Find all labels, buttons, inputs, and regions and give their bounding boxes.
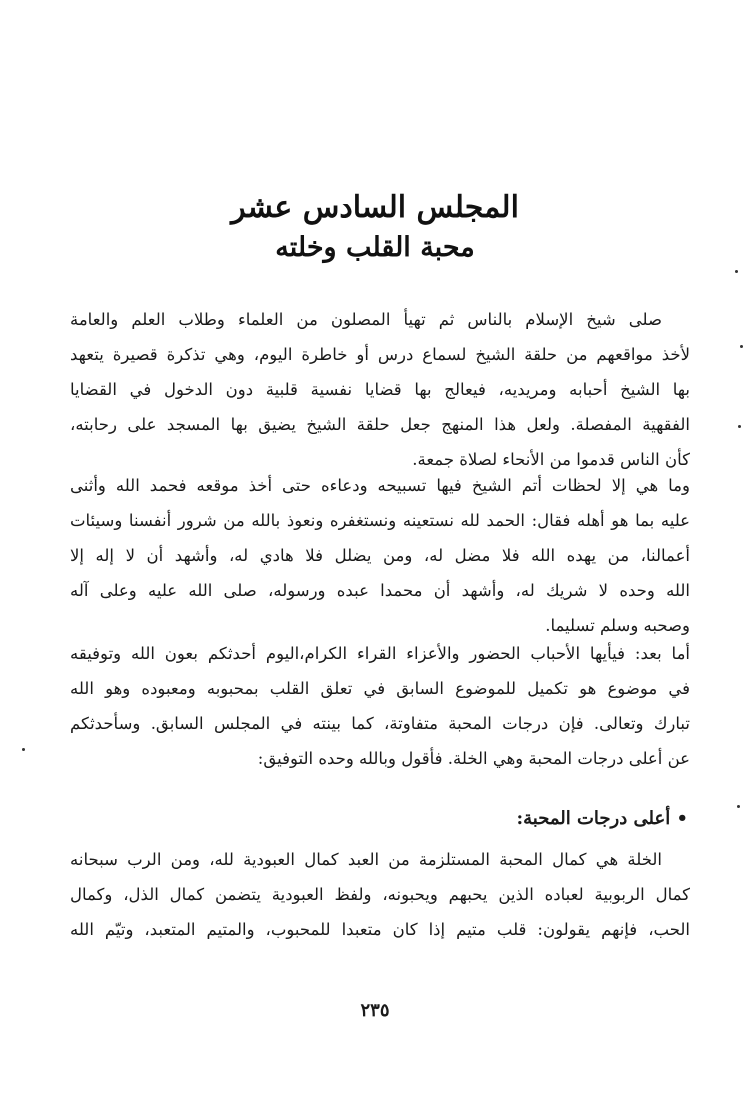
- section-heading: • أعلى درجات المحبة:: [516, 808, 688, 829]
- text-line: عليه بما هو أهله فقال: الحمد لله نستعينه ونستغفره ونعوذ بالله من شرور أنفسنا وسيئات: [70, 511, 690, 530]
- text-line: أما بعد: فيأيها الأحباب الحضور والأعزاء القراء الكرام،اليوم أحدثكم بعون الله وتوفيقه: [70, 644, 690, 663]
- text-line: أعمالنا، من يهده الله فلا مضل له، ومن يضلل فلا هادي له، وأشهد أن لا إله إلا: [70, 546, 690, 565]
- text-line: الحب، فإنهم يقولون: قلب متيم إذا كان متعبدا للمحبوب، والمتيم المتعبد، وتيّم الله: [70, 920, 690, 939]
- page-number: ٢٣٥: [360, 1000, 390, 1021]
- scan-speck: [740, 345, 743, 348]
- paragraph-2: [70, 468, 690, 643]
- text-line: بها الشيخ أحبابه ومريديه، فيعالج بها قضايا نفسية قلبية دون الدخول في القضايا: [70, 380, 690, 399]
- text-line: لأخذ مواقعهم من حلقة الشيخ لسماع درس أو خاطرة اليوم، وهي تذكرة قصيرة يتعهد: [70, 345, 690, 364]
- paragraph-1: [70, 302, 690, 477]
- text-line: كأن الناس قدموا من الأنحاء لصلاة جمعة.: [412, 450, 690, 469]
- scan-speck: [738, 425, 741, 428]
- scan-speck: [22, 748, 25, 751]
- chapter-subtitle: محبة القلب وخلته: [275, 232, 475, 263]
- scan-speck: [737, 805, 740, 808]
- text-line: صلى شيخ الإسلام بالناس ثم تهيأ المصلون من العلماء وطلاب العلم والعامة: [70, 310, 662, 329]
- paragraph-4: [70, 842, 690, 947]
- text-line: في موضوع هو تكميل للموضوع السابق في تعلق القلب بمحبوبه ومعبوده وهو الله: [70, 679, 690, 698]
- text-line: كمال الربوبية لعباده الذين يحبهم ويحبونه، ولفظ العبودية يتضمن كمال الذل، وكمال: [70, 885, 690, 904]
- paragraph-3: [70, 636, 690, 776]
- text-line: الله وحده لا شريك له، وأشهد أن محمدا عبده ورسوله، صلى الله عليه وعلى آله: [70, 581, 690, 600]
- text-line: وصحبه وسلم تسليما.: [545, 616, 690, 635]
- scan-speck: [735, 270, 738, 273]
- text-line: الفقهية المفصلة. ولعل هذا المنهج جعل حلقة الشيخ يضيق بها المسجد على رحابته،: [70, 415, 690, 434]
- text-line: وما هي إلا لحظات أتم الشيخ فيها تسبيحه ودعاءه حتى أخذ موقعه فحمد الله وأثنى: [70, 476, 690, 495]
- text-line: الخلة هي كمال المحبة المستلزمة من العبد كمال العبودية لله، ومن الرب سبحانه: [70, 850, 662, 869]
- text-line: تبارك وتعالى. فإن درجات المحبة متفاوتة، كما بينته في المجلس السابق. وسأحدثكم: [70, 714, 690, 733]
- chapter-title: المجلس السادس عشر: [231, 190, 519, 225]
- text-line: عن أعلى درجات المحبة وهي الخلة. فأقول وبالله وحده التوفيق:: [257, 749, 690, 768]
